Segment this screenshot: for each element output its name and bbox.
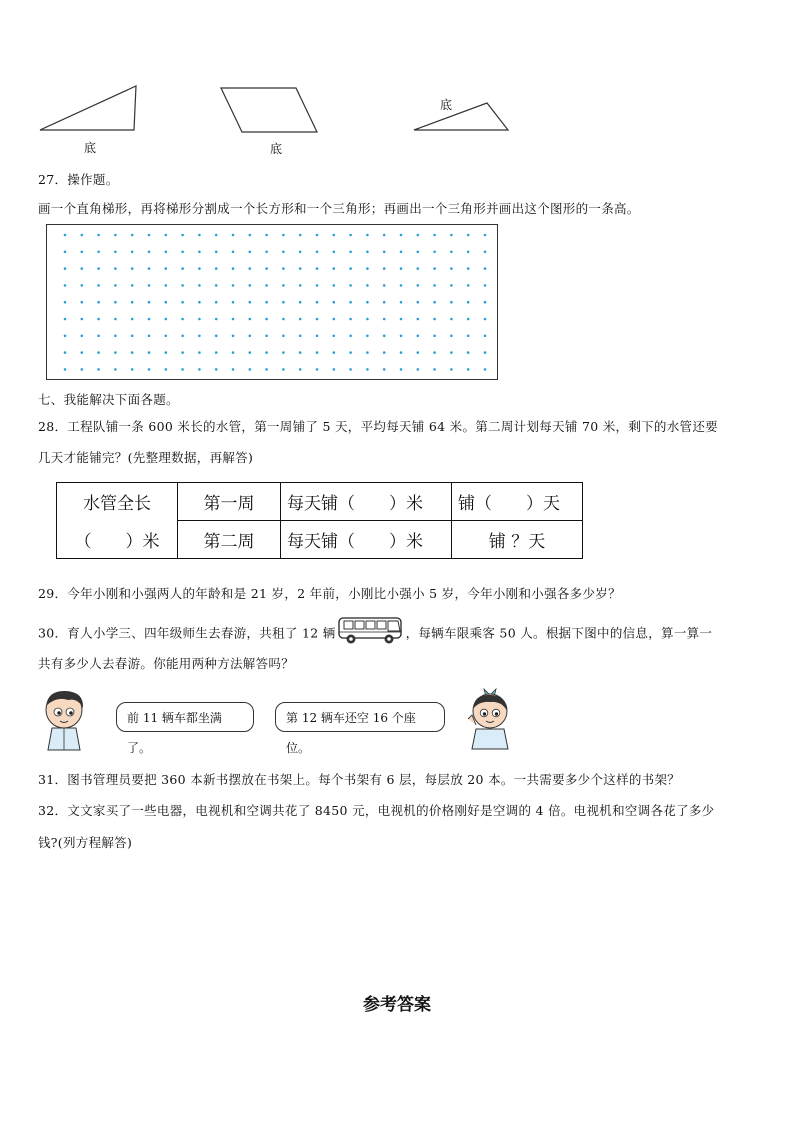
grid-dot	[232, 251, 235, 254]
grid-dot	[333, 284, 336, 287]
grid-dot	[249, 335, 252, 338]
grid-dot	[232, 267, 235, 270]
grid-dot	[64, 335, 67, 338]
grid-dot	[383, 351, 386, 354]
grid-dot	[165, 318, 168, 321]
q30-part2: ，每辆车限乘客 50 人。根据下图中的信息，算一算一	[405, 625, 713, 641]
grid-dot	[333, 301, 336, 304]
grid-dot	[198, 368, 201, 371]
grid-dot	[366, 318, 369, 321]
grid-dot	[450, 251, 453, 254]
grid-dot	[282, 368, 285, 371]
grid-dot	[484, 318, 487, 321]
grid-dot	[148, 351, 151, 354]
q27-heading: 27．操作题。	[38, 172, 119, 187]
grid-dot	[232, 351, 235, 354]
bus-icon	[336, 615, 406, 645]
grid-dot	[181, 234, 184, 237]
grid-dot	[450, 351, 453, 354]
grid-dot	[467, 251, 470, 254]
grid-dot	[97, 335, 100, 338]
grid-dot	[64, 284, 67, 287]
grid-dot	[400, 234, 403, 237]
grid-dot	[366, 234, 369, 237]
grid-dot	[433, 234, 436, 237]
grid-dot	[81, 351, 84, 354]
triangle-3	[414, 103, 508, 130]
grid-dot	[349, 318, 352, 321]
grid-dot	[333, 318, 336, 321]
triangle-1	[40, 86, 136, 130]
q29-text: 29．今年小刚和小强两人的年龄和是 21 岁，2 年前，小刚比小强小 5 岁，今年小刚和小强各多少岁？	[38, 586, 621, 601]
grid-dot	[316, 267, 319, 270]
grid-dot	[215, 368, 218, 371]
grid-dot	[400, 368, 403, 371]
grid-dot	[114, 251, 117, 254]
grid-dot	[349, 234, 352, 237]
q30-line2: 共有多少人去春游。你能用两种方法解答吗？	[38, 656, 295, 671]
grid-dot	[148, 335, 151, 338]
grid-dot	[400, 267, 403, 270]
grid-dot	[366, 284, 369, 287]
grid-dot	[215, 301, 218, 304]
grid-dot	[265, 284, 268, 287]
grid-dot	[249, 351, 252, 354]
grid-dot	[165, 351, 168, 354]
grid-dot	[282, 351, 285, 354]
grid-dot	[349, 251, 352, 254]
table-week1-daily[interactable]: 每天铺（ ）米	[281, 483, 452, 521]
grid-dot	[299, 368, 302, 371]
table-week1-label: 第一周	[178, 483, 281, 521]
grid-dot	[333, 251, 336, 254]
grid-dot	[232, 234, 235, 237]
grid-dot	[349, 284, 352, 287]
grid-dot	[165, 234, 168, 237]
grid-dot	[299, 234, 302, 237]
grid-dot	[181, 335, 184, 338]
grid-dot	[282, 318, 285, 321]
grid-dot	[366, 351, 369, 354]
grid-dot	[165, 368, 168, 371]
grid-dot	[333, 267, 336, 270]
grid-dot	[450, 301, 453, 304]
grid-dot	[265, 368, 268, 371]
grid-dot	[198, 267, 201, 270]
grid-dot	[97, 351, 100, 354]
grid-dot	[299, 301, 302, 304]
grid-dot	[366, 335, 369, 338]
grid-dot	[232, 335, 235, 338]
grid-dot	[349, 368, 352, 371]
grid-dot	[114, 368, 117, 371]
grid-dot	[467, 301, 470, 304]
dot-grid	[47, 225, 497, 379]
table-week2-days: 铺 ？天	[452, 521, 583, 559]
grid-dot	[383, 335, 386, 338]
grid-dot	[450, 335, 453, 338]
grid-dot	[417, 368, 420, 371]
grid-dot	[265, 251, 268, 254]
grid-dot	[467, 368, 470, 371]
grid-dot	[81, 335, 84, 338]
grid-dot	[467, 318, 470, 321]
grid-dot	[97, 368, 100, 371]
grid-dot	[450, 267, 453, 270]
grid-dot	[417, 251, 420, 254]
grid-dot	[181, 284, 184, 287]
grid-dot	[114, 284, 117, 287]
grid-dot	[417, 318, 420, 321]
grid-dot	[114, 267, 117, 270]
grid-dot	[316, 351, 319, 354]
q30-part1: 30．育人小学三、四年级师生去春游，共租了 12 辆	[38, 625, 336, 641]
grid-dot	[282, 234, 285, 237]
grid-dot	[249, 368, 252, 371]
grid-dot	[417, 284, 420, 287]
grid-dot	[484, 335, 487, 338]
grid-dot	[215, 234, 218, 237]
grid-dot	[64, 351, 67, 354]
grid-dot	[114, 351, 117, 354]
grid-dot	[433, 301, 436, 304]
grid-dot	[114, 301, 117, 304]
grid-dot	[131, 335, 134, 338]
grid-dot	[265, 267, 268, 270]
grid-dot	[114, 318, 117, 321]
grid-dot	[333, 335, 336, 338]
grid-dot	[400, 351, 403, 354]
grid-dot	[249, 267, 252, 270]
grid-dot	[198, 234, 201, 237]
grid-dot	[484, 234, 487, 237]
grid-dot	[282, 335, 285, 338]
grid-dot	[400, 284, 403, 287]
bubble-right: 第 12 辆车还空 16 个座位。	[275, 702, 445, 732]
grid-dot	[366, 267, 369, 270]
grid-dot	[232, 284, 235, 287]
grid-dot	[467, 284, 470, 287]
grid-dot	[333, 368, 336, 371]
grid-dot	[64, 234, 67, 237]
grid-dot	[316, 368, 319, 371]
grid-dot	[165, 251, 168, 254]
q28-line1: 28．工程队铺一条 600 米长的水管，第一周铺了 5 天，平均每天铺 64 米。第二周计划每天铺 70 米，剩下的水管还要	[38, 419, 718, 434]
grid-dot	[484, 301, 487, 304]
grid-dot	[165, 267, 168, 270]
grid-dot	[232, 318, 235, 321]
grid-dot	[249, 301, 252, 304]
q28-line2: 几天才能铺完？(先整理数据，再解答)	[38, 450, 254, 465]
grid-dot	[383, 234, 386, 237]
grid-dot	[81, 318, 84, 321]
grid-dot	[433, 251, 436, 254]
boy-illustration	[40, 688, 92, 752]
grid-dot	[198, 301, 201, 304]
answers-title: 参考答案	[363, 995, 431, 1015]
grid-dot	[265, 351, 268, 354]
grid-dot	[400, 251, 403, 254]
grid-dot	[97, 267, 100, 270]
grid-dot	[333, 351, 336, 354]
grid-dot	[181, 368, 184, 371]
grid-dot	[282, 251, 285, 254]
dot-grid-box[interactable]	[46, 224, 498, 380]
grid-dot	[215, 267, 218, 270]
grid-dot	[265, 318, 268, 321]
grid-dot	[232, 301, 235, 304]
grid-dot	[81, 368, 84, 371]
table-week2-label: 第二周	[178, 521, 281, 559]
grid-dot	[450, 284, 453, 287]
grid-dot	[299, 251, 302, 254]
grid-dot	[181, 351, 184, 354]
grid-dot	[433, 284, 436, 287]
grid-dot	[316, 301, 319, 304]
grid-dot	[249, 284, 252, 287]
grid-dot	[417, 335, 420, 338]
grid-dot	[383, 318, 386, 321]
grid-dot	[282, 301, 285, 304]
grid-dot	[383, 301, 386, 304]
grid-dot	[131, 368, 134, 371]
table-week2-daily[interactable]: 每天铺（ ）米	[281, 521, 452, 559]
grid-dot	[282, 267, 285, 270]
q32-line2: 钱?(列方程解答)	[38, 835, 133, 850]
grid-dot	[148, 251, 151, 254]
shapes-figure	[30, 78, 530, 138]
parallelogram-base-label: 底	[270, 142, 283, 156]
grid-dot	[484, 251, 487, 254]
grid-dot	[316, 251, 319, 254]
grid-dot	[349, 335, 352, 338]
grid-dot	[64, 251, 67, 254]
grid-dot	[433, 267, 436, 270]
grid-dot	[299, 351, 302, 354]
grid-dot	[417, 301, 420, 304]
grid-dot	[198, 251, 201, 254]
grid-dot	[131, 301, 134, 304]
grid-dot	[433, 368, 436, 371]
grid-dot	[366, 251, 369, 254]
grid-dot	[165, 335, 168, 338]
grid-dot	[400, 335, 403, 338]
grid-dot	[366, 301, 369, 304]
table-pipe-total-blank[interactable]: （ ）米	[57, 521, 178, 559]
grid-dot	[299, 267, 302, 270]
grid-dot	[349, 351, 352, 354]
grid-dot	[181, 267, 184, 270]
grid-dot	[198, 335, 201, 338]
grid-dot	[198, 284, 201, 287]
grid-dot	[97, 284, 100, 287]
table-pipe-total-label: 水管全长	[57, 483, 178, 521]
grid-dot	[484, 351, 487, 354]
grid-dot	[400, 318, 403, 321]
q28-data-table	[56, 482, 583, 559]
grid-dot	[81, 267, 84, 270]
grid-dot	[484, 368, 487, 371]
grid-dot	[181, 251, 184, 254]
grid-dot	[484, 267, 487, 270]
grid-dot	[64, 267, 67, 270]
grid-dot	[383, 251, 386, 254]
grid-dot	[333, 234, 336, 237]
grid-dot	[131, 267, 134, 270]
grid-dot	[249, 251, 252, 254]
grid-dot	[450, 234, 453, 237]
grid-dot	[215, 284, 218, 287]
grid-dot	[81, 301, 84, 304]
table-week1-days[interactable]: 铺（ ）天	[452, 483, 583, 521]
grid-dot	[467, 335, 470, 338]
grid-dot	[215, 351, 218, 354]
grid-dot	[433, 318, 436, 321]
grid-dot	[484, 284, 487, 287]
grid-dot	[349, 267, 352, 270]
grid-dot	[433, 335, 436, 338]
grid-dot	[114, 335, 117, 338]
grid-dot	[467, 351, 470, 354]
grid-dot	[198, 318, 201, 321]
grid-dot	[383, 284, 386, 287]
grid-dot	[316, 335, 319, 338]
grid-dot	[97, 318, 100, 321]
q32-line1: 32．文文家买了一些电器，电视机和空调共花了 8450 元，电视机的价格刚好是空调的 4 倍。电视机和空调各花了多少	[38, 803, 715, 818]
grid-dot	[131, 351, 134, 354]
grid-dot	[148, 267, 151, 270]
grid-dot	[97, 301, 100, 304]
grid-dot	[232, 368, 235, 371]
grid-dot	[299, 318, 302, 321]
grid-dot	[148, 284, 151, 287]
grid-dot	[433, 351, 436, 354]
grid-dot	[148, 234, 151, 237]
grid-dot	[64, 301, 67, 304]
section7-heading: 七、我能解决下面各题。	[38, 392, 179, 407]
grid-dot	[64, 368, 67, 371]
grid-dot	[400, 301, 403, 304]
grid-dot	[148, 368, 151, 371]
grid-dot	[467, 267, 470, 270]
grid-dot	[81, 251, 84, 254]
grid-dot	[417, 351, 420, 354]
grid-dot	[131, 284, 134, 287]
grid-dot	[114, 234, 117, 237]
grid-dot	[249, 234, 252, 237]
grid-dot	[131, 318, 134, 321]
grid-dot	[181, 301, 184, 304]
grid-dot	[64, 318, 67, 321]
grid-dot	[467, 234, 470, 237]
q31-text: 31．图书管理员要把 360 本新书摆放在书架上。每个书架有 6 层，每层放 20 本。一共需要多少个这样的书架？	[38, 772, 681, 787]
grid-dot	[81, 284, 84, 287]
q27-text: 画一个直角梯形，再将梯形分割成一个长方形和一个三角形；再画出一个三角形并画出这个图形的一条高。	[38, 201, 640, 216]
grid-dot	[316, 318, 319, 321]
grid-dot	[97, 251, 100, 254]
grid-dot	[450, 368, 453, 371]
parallelogram	[221, 88, 317, 132]
grid-dot	[417, 234, 420, 237]
grid-dot	[165, 301, 168, 304]
grid-dot	[198, 351, 201, 354]
grid-dot	[316, 284, 319, 287]
grid-dot	[148, 301, 151, 304]
grid-dot	[215, 318, 218, 321]
grid-dot	[349, 301, 352, 304]
grid-dot	[265, 335, 268, 338]
triangle-3-base-label: 底	[440, 98, 453, 112]
grid-dot	[148, 318, 151, 321]
grid-dot	[81, 234, 84, 237]
grid-dot	[265, 301, 268, 304]
grid-dot	[215, 251, 218, 254]
grid-dot	[366, 368, 369, 371]
grid-dot	[316, 234, 319, 237]
q30-line1	[38, 619, 712, 649]
triangle-1-base-label: 底	[84, 141, 97, 155]
bubble-left: 前 11 辆车都坐满了。	[116, 702, 254, 732]
grid-dot	[383, 267, 386, 270]
grid-dot	[383, 368, 386, 371]
grid-dot	[417, 267, 420, 270]
grid-dot	[282, 284, 285, 287]
grid-dot	[165, 284, 168, 287]
grid-dot	[265, 234, 268, 237]
grid-dot	[97, 234, 100, 237]
grid-dot	[249, 318, 252, 321]
grid-dot	[131, 251, 134, 254]
girl-illustration	[462, 685, 518, 751]
grid-dot	[181, 318, 184, 321]
grid-dot	[131, 234, 134, 237]
grid-dot	[299, 335, 302, 338]
grid-dot	[299, 284, 302, 287]
grid-dot	[450, 318, 453, 321]
grid-dot	[215, 335, 218, 338]
